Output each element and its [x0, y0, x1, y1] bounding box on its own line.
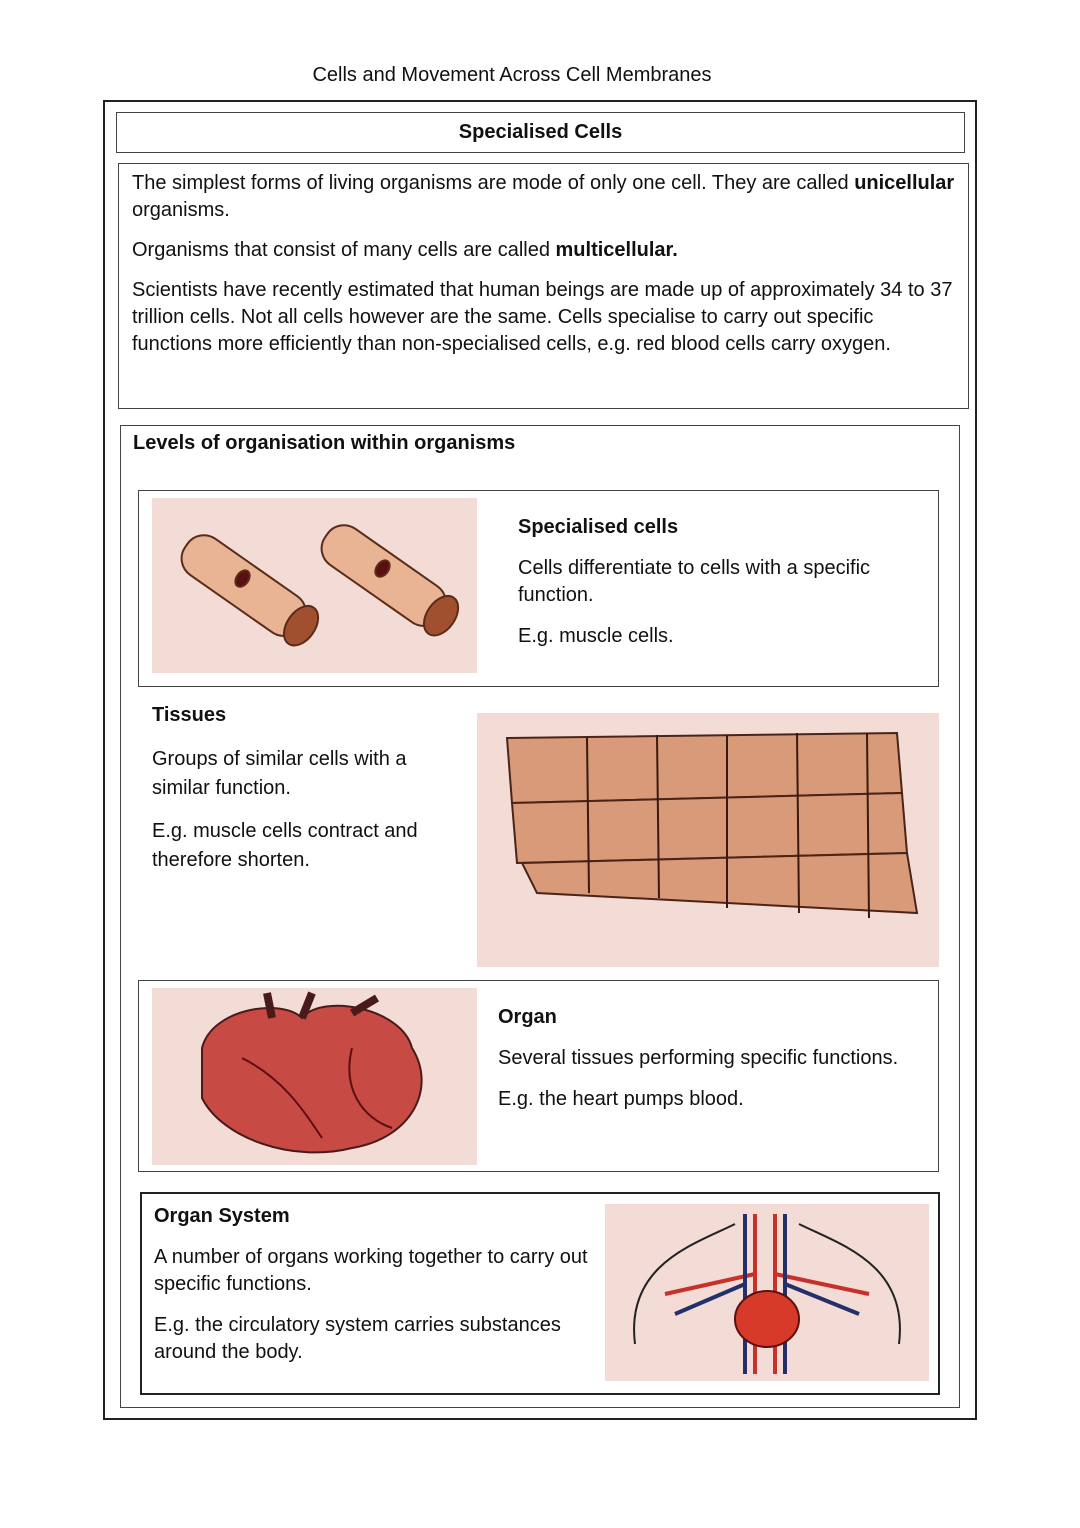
cells-text: [518, 514, 918, 650]
intro-paragraph-2: Organisms that consist of many cells are called multicellular.: [132, 239, 678, 261]
tissues-description: Groups of similar cells with a similar function.: [152, 748, 407, 799]
muscle-cells-image: [152, 498, 477, 673]
organ-system-text: [154, 1203, 599, 1366]
intro-box: [118, 163, 969, 409]
tissues-example: E.g. muscle cells contract and therefore shorten.: [152, 820, 418, 871]
cells-description: Cells differentiate to cells with a specific function.: [518, 557, 871, 606]
intro-paragraph-3: Scientists have recently estimated that human beings are made up of approximately 34 to 37 trillion cells. Not all cells however are the same. Cells specialise to carry out specific functions more efficiently than non-specialised cells, e.g. red blood cells carry oxygen.: [132, 279, 953, 355]
organ-system-description: A number of organs working together to carry out specific functions.: [154, 1246, 588, 1295]
organ-text: [498, 1004, 918, 1113]
organ-example: E.g. the heart pumps blood.: [498, 1088, 744, 1110]
organ-system-title: Organ System: [154, 1205, 290, 1227]
organ-description: Several tissues performing specific functions.: [498, 1047, 899, 1069]
muscle-tissue-image: [477, 713, 939, 967]
heart-image: [152, 988, 477, 1165]
tissues-text: [152, 702, 462, 875]
intro-paragraph-1: The simplest forms of living organisms are mode of only one cell. They are called unicellular organisms.: [132, 172, 955, 221]
organ-title: Organ: [498, 1006, 557, 1028]
section-title: Specialised Cells: [116, 112, 965, 153]
tissues-title: Tissues: [152, 704, 227, 726]
circulatory-system-image: [605, 1204, 929, 1381]
cells-example: E.g. muscle cells.: [518, 625, 674, 647]
organ-system-example: E.g. the circulatory system carries substances around the body.: [154, 1314, 561, 1363]
page-title: Cells and Movement Across Cell Membranes: [312, 64, 712, 86]
levels-heading: Levels of organisation within organisms: [133, 432, 516, 454]
cells-title: Specialised cells: [518, 516, 679, 538]
